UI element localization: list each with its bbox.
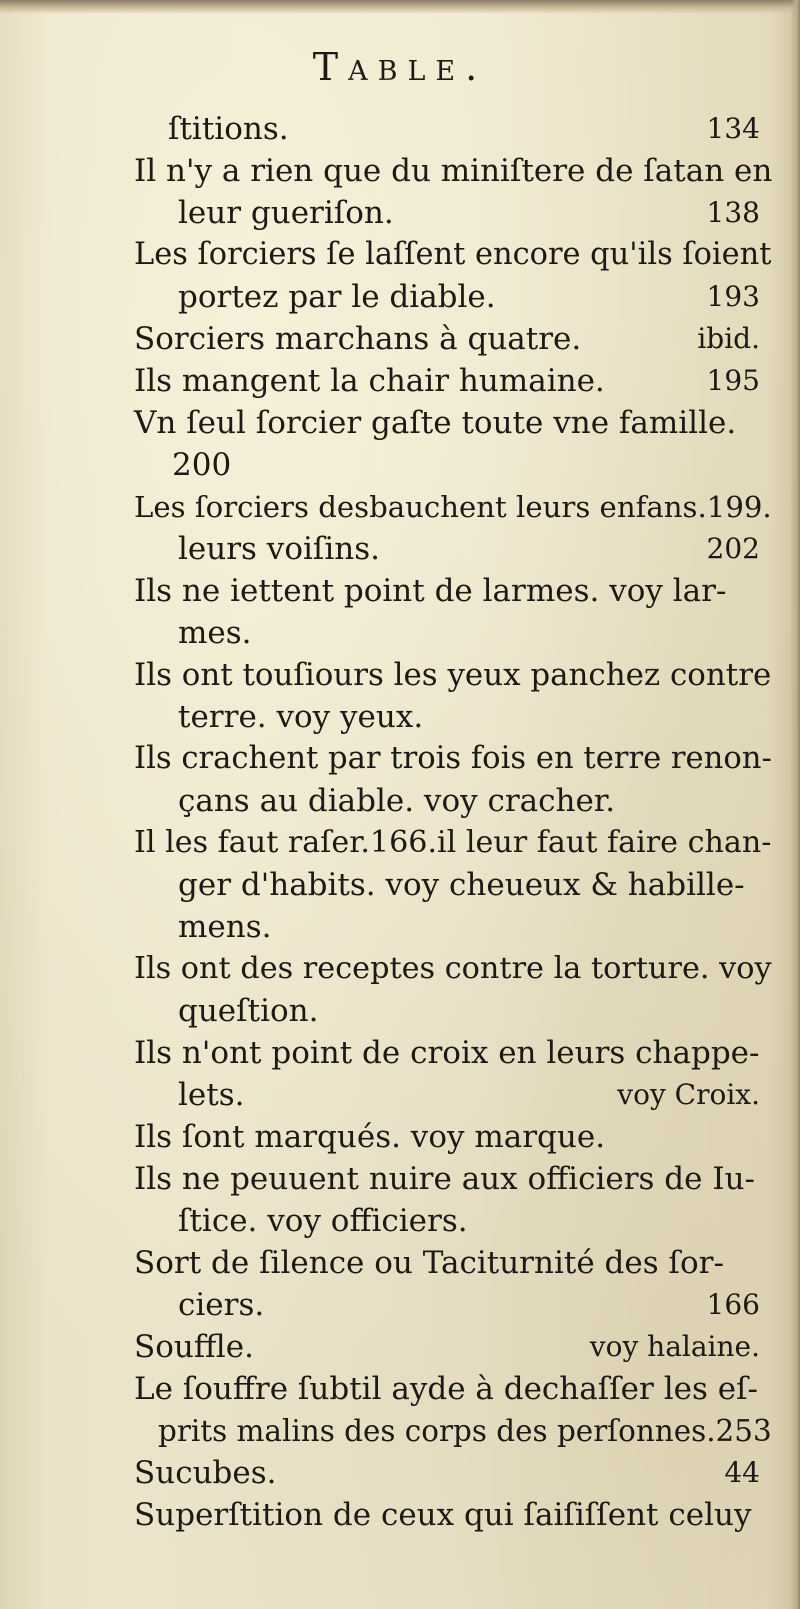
index-line: [0, 738, 800, 780]
index-line: [0, 822, 800, 864]
index-line: [0, 192, 800, 234]
index-line: [0, 318, 800, 360]
index-line: [0, 108, 800, 150]
index-line: [0, 276, 800, 318]
entry-text: ciers.: [178, 1287, 265, 1323]
entry-text: leur gueriſon.: [178, 195, 394, 231]
entry-text: ſtitions.: [168, 111, 289, 147]
entry-text: queſtion.: [178, 993, 319, 1029]
entry-text: ger d'habits. voy cheueux & habille-: [178, 867, 745, 903]
index-line: [0, 444, 800, 486]
entry-text: çans au diable. voy cracher.: [178, 783, 616, 819]
index-line: [0, 1368, 800, 1410]
index-line: [0, 234, 800, 276]
entry-text: Sorciers marchans à quatre.: [134, 321, 582, 357]
entry-text: mes.: [178, 615, 252, 651]
page-reference: 193: [706, 280, 760, 313]
page-reference: ibid.: [697, 322, 760, 355]
index-line: [0, 486, 800, 528]
page-reference: 134: [706, 112, 760, 145]
entry-text: 200: [172, 447, 232, 483]
index-line: [0, 402, 800, 444]
index-line: [0, 1074, 800, 1116]
index-line: [0, 1242, 800, 1284]
entry-text: Superſtition de ceux qui ſaiſiſſent celuy: [134, 1497, 752, 1533]
entry-text: ſtice. voy officiers.: [178, 1203, 468, 1239]
entry-text: Ils ne iettent point de larmes. voy lar-: [134, 573, 727, 609]
entry-text: Il les faut raſer.166.il leur faut faire chan-: [134, 825, 772, 860]
entry-text: Ils ſont marqués. voy marque.: [134, 1119, 606, 1155]
page-reference: voy Croix.: [617, 1078, 760, 1111]
index-line: [0, 906, 800, 948]
page-reference: 202: [706, 532, 760, 565]
entry-text: Le ſouffre ſubtil ayde à dechaſſer les eſ-: [134, 1371, 759, 1407]
entry-text: Ils ont des receptes contre la torture. voy: [134, 951, 772, 986]
entry-text: Les ſorciers ſe laſſent encore qu'ils ſoient: [134, 237, 772, 272]
page-reference: 138: [706, 196, 760, 229]
index-line: [0, 570, 800, 612]
entry-text: Ils mangent la chair humaine.: [134, 363, 605, 399]
entry-text: portez par le diable.: [178, 279, 496, 315]
page-reference: voy halaine.: [589, 1330, 760, 1363]
index-line: [0, 1326, 800, 1368]
entry-text: Sort de ſilence ou Taciturnité des ſor-: [134, 1245, 724, 1281]
index-line: [0, 1284, 800, 1326]
entry-text: Ils ont touſiours les yeux panchez contre: [134, 657, 772, 693]
index-line: [0, 1200, 800, 1242]
index-line: [0, 654, 800, 696]
entry-text: Souffle.: [134, 1329, 255, 1365]
index-line: [0, 696, 800, 738]
page-reference: 166: [706, 1288, 760, 1321]
entry-text: Ils ne peuuent nuire aux officiers de Iu-: [134, 1161, 756, 1197]
entry-text: mens.: [178, 909, 272, 945]
entry-text: prits malins des corps des perſonnes.253: [158, 1414, 772, 1448]
index-line: [0, 1452, 800, 1494]
entry-text: Les ſorciers desbauchent leurs enfans.199.: [134, 490, 772, 524]
page-reference: 195: [706, 364, 760, 397]
entry-text: Ils n'ont point de croix en leurs chappe-: [134, 1035, 760, 1071]
running-title: Table.: [312, 45, 488, 89]
entry-text: terre. voy yeux.: [178, 699, 424, 735]
entry-text: lets.: [178, 1077, 245, 1113]
index-line: [0, 1494, 800, 1536]
index-line: [0, 1410, 800, 1452]
index-line: [0, 948, 800, 990]
entry-text: Ils crachent par trois fois en terre renon-: [134, 741, 772, 776]
index-line: [0, 360, 800, 402]
page-reference: 44: [724, 1456, 760, 1489]
index-line: [0, 150, 800, 192]
entry-text: Il n'y a rien que du miniſtere de ſatan en: [134, 153, 773, 189]
index-line: [0, 1116, 800, 1158]
entry-text: Sucubes.: [134, 1455, 277, 1491]
index-line: [0, 864, 800, 906]
index-line: [0, 612, 800, 654]
index-line: [0, 1158, 800, 1200]
index-line: [0, 1032, 800, 1074]
index-line: [0, 990, 800, 1032]
index-line: [0, 780, 800, 822]
index-line: [0, 528, 800, 570]
entry-text: Vn ſeul ſorcier gaſte toute vne famille.: [134, 405, 737, 441]
entry-text: leurs voiſins.: [178, 531, 381, 567]
